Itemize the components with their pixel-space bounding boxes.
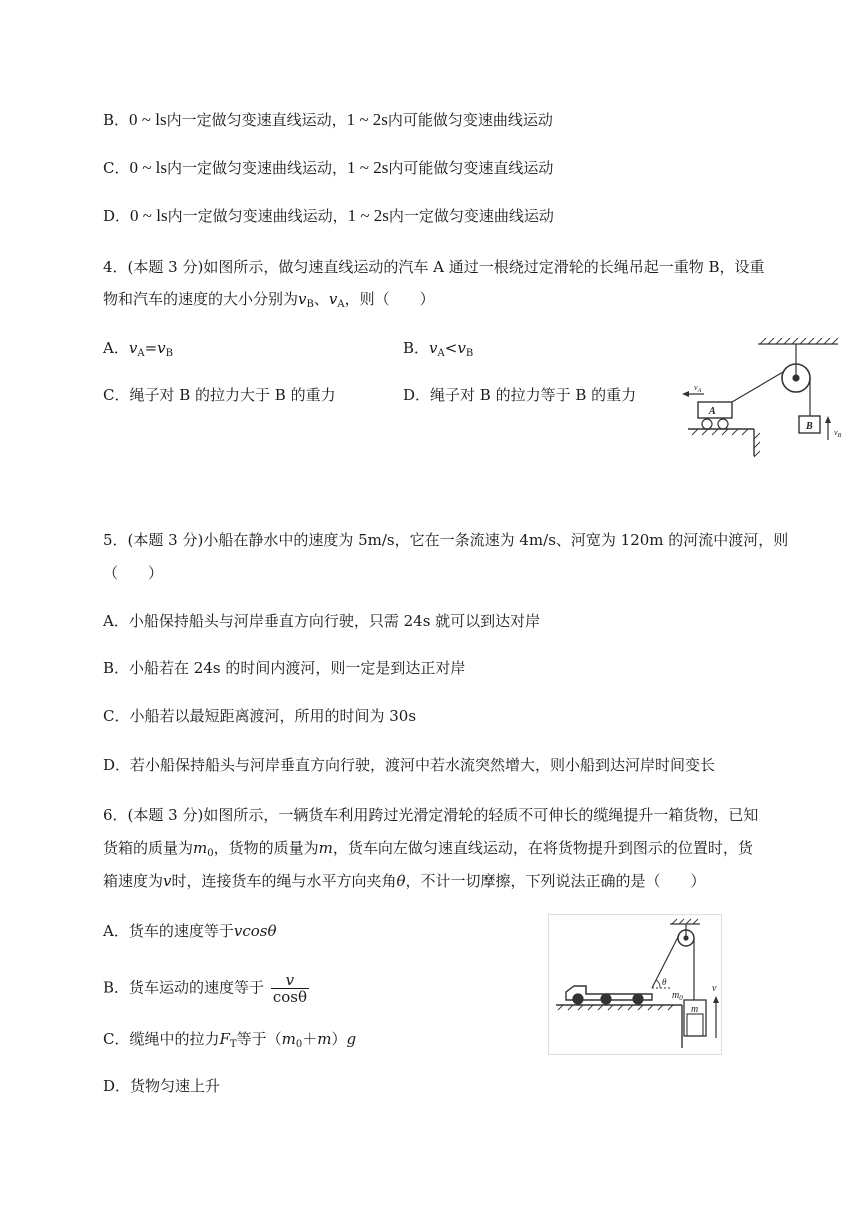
- q3-option-b: B．0 ~ ls内一定做匀变速直线运动，1 ~ 2s内可能做匀变速曲线运动: [103, 110, 553, 129]
- q6-stem-line2: 货箱的质量为$m_0$，货物的质量为m，货车向左做匀速直线运动，在将货物提升到图示的位置时，货: [103, 839, 753, 859]
- block-velocity-label: $v_B$: [834, 428, 842, 439]
- car-velocity-label: $v_A$: [694, 383, 702, 394]
- theta-label: θ: [662, 977, 667, 987]
- q5-stem-line2: （ ）: [103, 564, 164, 582]
- cargo-mass-label: m: [691, 1004, 699, 1015]
- range-2: 1 ~ 2s: [347, 206, 389, 225]
- q4-stem-line2: 物和汽车的速度的大小分别为$v_B$、$v_A$，则（ ）: [103, 290, 435, 310]
- q6-stem-line3: 箱速度为v时，连接货车的绳与水平方向夹角θ，不计一切摩擦，下列说法正确的是（ ）: [103, 872, 706, 890]
- car-label: A: [709, 406, 716, 417]
- q3-option-c: C．0 ~ ls内一定做匀变速曲线运动，1 ~ 2s内可能做匀变速直线运动: [103, 158, 554, 177]
- range-1: 0 ~ ls: [129, 158, 168, 177]
- box-mass-label: $m_0$: [672, 990, 683, 1002]
- velocity-label: v: [712, 983, 717, 994]
- q5-stem-line1: 5．(本题 3 分)小船在静水中的速度为 5m/s，它在一条流速为 4m/s、河宽为 120m 的河流中渡河，则: [103, 531, 789, 549]
- q3-option-d: D．0 ~ ls内一定做匀变速曲线运动，1 ~ 2s内一定做匀变速曲线运动: [103, 206, 554, 225]
- q6-option-d: D．货物匀速上升: [103, 1077, 221, 1095]
- q4-stem-line1: 4．(本题 3 分)如图所示，做匀速直线运动的汽车 A 通过一根绕过定滑轮的长绳吊起一重物 B，设重: [103, 258, 765, 276]
- fraction: $\frac{v}{\cos\theta}$: [272, 971, 307, 1006]
- block-label: B: [806, 421, 813, 432]
- q4-pulley-car-figure: [680, 336, 860, 464]
- q4-option-a: A．$v_A=v_B$: [103, 339, 173, 359]
- q6-option-b: B．货车运动的速度等于 $\frac{v}{\cos\theta}$: [103, 971, 307, 1006]
- q4-option-c: C．绳子对 B 的拉力大于 B 的重力: [103, 386, 336, 404]
- q6-stem-line1: 6．(本题 3 分)如图所示，一辆货车利用跨过光滑定滑轮的轻质不可伸长的缆绳提升一箱货物，已知: [103, 806, 759, 824]
- q4-option-d: D．绳子对 B 的拉力等于 B 的重力: [403, 386, 637, 404]
- q5-option-a: A．小船保持船头与河岸垂直方向行驶，只需 24s 就可以到达对岸: [103, 612, 541, 630]
- q6-truck-pulley-figure: [548, 914, 723, 1056]
- range-2: 1 ~ 2s: [347, 158, 389, 177]
- range-2: 1 ~ 2s: [346, 110, 388, 129]
- range-1: 0 ~ ls: [129, 110, 167, 129]
- range-1: 0 ~ ls: [130, 206, 168, 225]
- q6-option-c: C．缆绳中的拉力$F_T$等于$(m_0+m)g$: [103, 1030, 357, 1050]
- q5-option-c: C．小船若以最短距离渡河，所用的时间为 30s: [103, 707, 417, 725]
- q6-option-a: A．货车的速度等于vcosθ: [103, 922, 277, 940]
- q5-option-d: D．若小船保持船头与河岸垂直方向行驶，渡河中若水流突然增大，则小船到达河岸时间变长: [103, 756, 716, 774]
- q5-option-b: B．小船若在 24s 的时间内渡河，则一定是到达正对岸: [103, 659, 466, 677]
- q4-option-b: B．$v_A<v_B$: [403, 339, 474, 359]
